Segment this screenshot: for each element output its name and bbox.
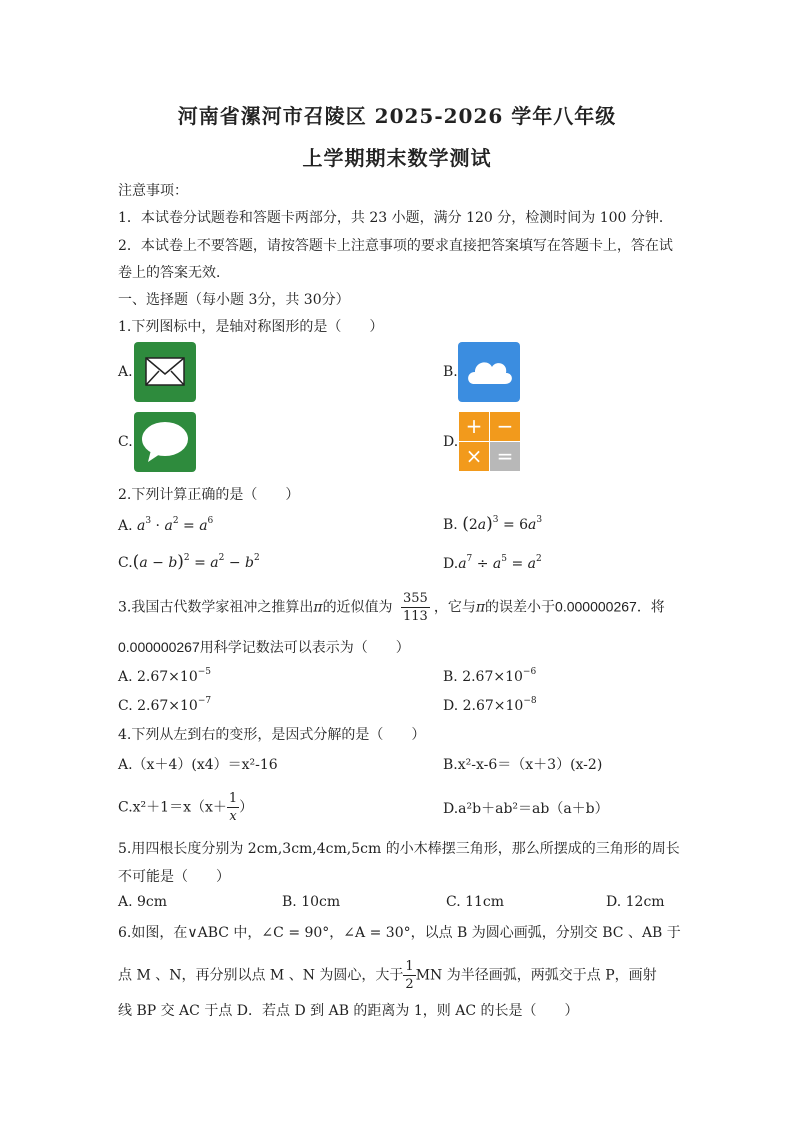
q4-option-a: A.（x＋4）(x4）＝x²-16: [118, 757, 278, 773]
page-title: 河南省漯河市召陵区 2025-2026 学年八年级: [177, 104, 617, 128]
q1-option-a-label: A.: [118, 364, 133, 380]
envelope-icon: [134, 342, 196, 402]
question-2-stem: 2.下列计算正确的是（ ）: [118, 487, 300, 503]
question-5-stem: 5.用四根长度分别为 2cm,3cm,4cm,5cm 的小木棒摆三角形，那么所摆成的三角形的周长: [118, 841, 680, 857]
q3-option-d: D. $2.67\times 10^{-8}$: [443, 696, 537, 714]
question-6-stem-cont: 点 M 、N，再分别以点 M 、N 为圆心，大于 $\frac{1}{2}$ MN 为半径画弧，两弧交于点 P，画射: [118, 959, 657, 992]
notes-heading: 注意事项：: [118, 183, 188, 199]
speech-bubble-icon: [134, 412, 196, 472]
q4-option-d: D.a²b＋ab²＝ab（a＋b）: [443, 801, 609, 817]
question-5-stem-cont: 不可能是（ ）: [118, 869, 230, 885]
question-6-stem-end: 线 BP 交 AC 于点 D．若点 D 到 AB 的距离为 1，则 AC 的长是（ ）: [118, 1003, 579, 1019]
question-1-stem: 1.下列图标中，是轴对称图形的是（ ）: [118, 319, 384, 335]
q3-option-c: C. $2.67\times 10^{-7}$: [118, 696, 212, 714]
q1-option-d-label: D.: [443, 434, 459, 450]
q3-option-a: A. $2.67\times 10^{-5}$: [118, 667, 212, 685]
question-3-stem: 3.我国古代数学家祖冲之推算出π的近似值为 $\frac{355}{113}$ ，它与π的误差小于0.000000267．将: [118, 591, 665, 624]
section-heading: 一、选择题（每小题 3分，共 30分）: [118, 292, 350, 308]
calculator-icon: + − × =: [459, 412, 521, 472]
q3-option-b: B. $2.67\times 10^{-6}$: [443, 667, 537, 685]
question-3-stem-cont: 0.000000267用科学记数法可以表示为（ ）: [118, 639, 410, 656]
question-4-stem: 4.下列从左到右的变形，是因式分解的是（ ）: [118, 727, 426, 743]
cloud-icon: [458, 342, 520, 402]
q4-option-c: C.x²＋1＝x（x＋ $\frac{1}{x}$ ）: [118, 791, 254, 824]
q2-option-c: $C.(a - b)^2 = a^2 - b^2$: [118, 552, 260, 572]
notes-item-1: 1．本试卷分试题卷和答题卡两部分，共 23 小题，满分 120 分，检测时间为 100 分钟．: [118, 210, 673, 226]
q1-option-c-label: C.: [118, 434, 133, 450]
q2-option-b: B. $(2a)^3 = 6a^3$: [443, 514, 543, 534]
q5-option-d: D. 12cm: [606, 894, 665, 910]
notes-item-2-cont: 卷上的答案无效．: [118, 265, 230, 281]
q2-option-a: A. $a^3 \cdot a^2 = a^6$: [118, 516, 214, 534]
notes-item-2: 2．本试卷上不要答题，请按答题卡上注意事项的要求直接把答案填写在答题卡上，答在试: [118, 238, 673, 254]
q2-option-d: $D.a^7 \div a^5 = a^2$: [443, 554, 542, 572]
page-subtitle: 上学期期末数学测试: [302, 146, 492, 170]
q5-option-a: A. 9cm: [118, 894, 168, 910]
q5-option-b: B. 10cm: [282, 894, 341, 910]
q4-option-b: B.x²-x-6＝（x＋3）(x-2): [443, 757, 603, 773]
q1-option-b-label: B.: [443, 364, 458, 380]
q5-option-c: C. 11cm: [446, 894, 505, 910]
question-6-stem: 6.如图，在∨ABC 中，∠C = 90°，∠A = 30°，以点 B 为圆心画弧，分别交 BC 、AB 于: [118, 925, 681, 941]
